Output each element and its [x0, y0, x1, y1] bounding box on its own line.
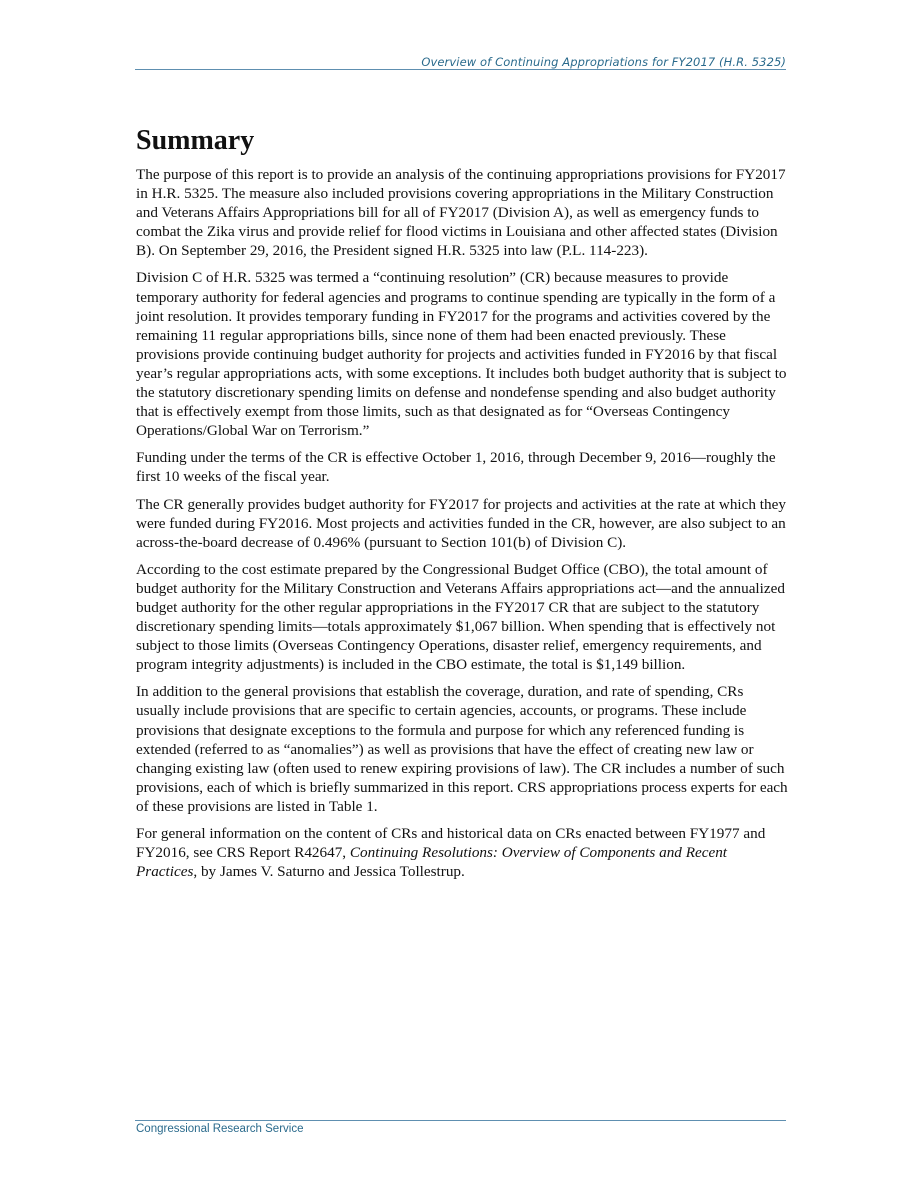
running-header: Overview of Continuing Appropriations for FY2017 (H.R. 5325) — [421, 55, 786, 69]
report-title-link: Continuing Resolutions: Overview of Components and Recent Practices — [136, 844, 728, 881]
paragraph-anomalies: In addition to the general provisions that establish the coverage, duration, and rate of spending, CRs usually include provisions that are specific to certain agencies, accounts, or programs. These include provisions that designate exceptions to the formula and purpose for which any referenced funding is extended (referred to as “anomalies”) as well as provisions that have the effect of creating new law or changing existing law (often used to renew expiring provisions of law). The CR includes a number of such provisions, each of which is briefly summarized in this report. CRS appropriations process experts for each of these provisions are listed in Table 1. — [136, 683, 788, 815]
general-info-text: For general information on the content of CRs and historical data on CRs enacted between FY1977 and FY2016, see CRS Report R42647, — [136, 825, 766, 862]
paragraph-rate: The CR generally provides budget authority for FY2017 for projects and activities at the rate at which they were funded during FY2016. Most projects and activities funded in the CR, however, are also subject to an across-the-board decrease of 0.496% (pursuant to Section 101(b) of Division C). — [136, 495, 786, 551]
general-info-authors: , by James V. Saturno and Jessica Tollestrup. — [193, 863, 465, 881]
header-rule — [135, 69, 786, 70]
paragraph-division-c: Division C of H.R. 5325 was termed a “continuing resolution” (CR) because measures to provide temporary authority for federal agencies and programs to continue spending are typically in the form of a joint resolution. It provides temporary funding in FY2017 for the programs and activities covered by the remaining 11 regular appropriations bills, since none of them had been enacted previously. These provisions provide continuing budget authority for projects and activities funded in FY2016 by that fiscal year’s regular appropriations acts, with some exceptions. It includes both budget authority that is subject to the statutory discretionary spending limits on defense and nondefense spending and also budget authority that is effectively exempt from those limits, such as that designated as for “Overseas Contingency Operations/Global War on Terrorism.” — [136, 269, 787, 440]
footer-publisher: Congressional Research Service — [136, 1123, 304, 1135]
paragraph-funding-dates: Funding under the terms of the CR is effective October 1, 2016, through December 9, 2016—roughly the first 10 weeks of the fiscal year. — [136, 449, 776, 486]
paragraph-cbo-estimate: According to the cost estimate prepared by the Congressional Budget Office (CBO), the total amount of budget authority for the Military Construction and Veterans Affairs appropriations act—and the annualized budget authority for the other regular appropriations in the FY2017 CR that are subject to the statutory discretionary spending limits—totals approximately $1,067 billion. When spending that is effectively not subject to those limits (Overseas Contingency Operations, disaster relief, emergency requirements, and program integrity adjustments) is included in the CBO estimate, the total is $1,149 billion. — [136, 560, 785, 674]
footer-rule — [135, 1120, 786, 1121]
section-title: Summary — [136, 125, 255, 156]
paragraph-purpose: The purpose of this report is to provide an analysis of the continuing appropriations provisions for FY2017 in H.R. 5325. The measure also included provisions covering appropriations in the Military Construction and Veterans Affairs Appropriations bill for all of FY2017 (Division A), as well as emergency funds to combat the Zika virus and provide relief for flood victims in Louisiana and other affected states (Division B). On September 29, 2016, the President signed H.R. 5325 into law (P.L. 114-223). — [136, 166, 786, 260]
paragraph-general-info — [136, 824, 788, 881]
summary-section — [136, 124, 788, 889]
